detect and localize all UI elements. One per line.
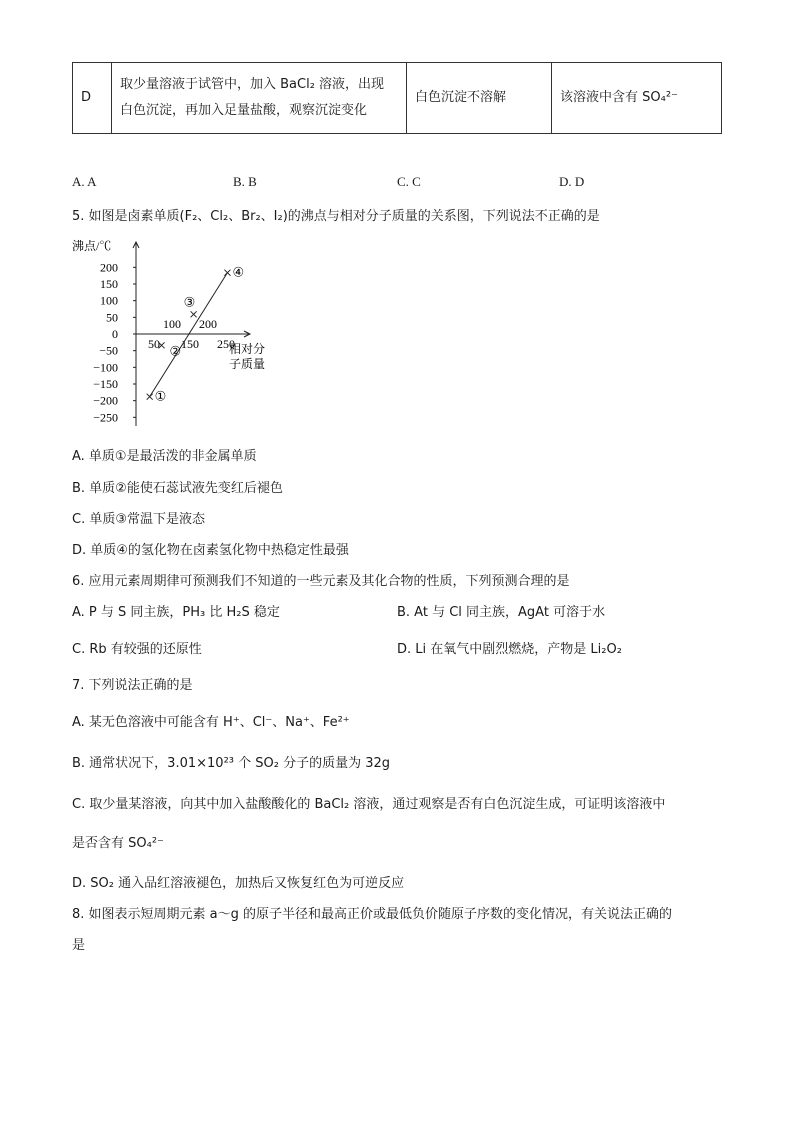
question-6-stem: 6. 应用元素周期律可预测我们不知道的一些元素及其化合物的性质，下列预测合理的是 [72, 574, 570, 589]
option-d[interactable]: D. D [559, 174, 585, 189]
q6-option-b[interactable]: B. At 与 Cl 同主族，AgAt 可溶于水 [397, 605, 606, 620]
data-point-marker [191, 311, 197, 317]
y-axis-label: 沸点/℃ [72, 239, 112, 253]
x-tick-label: 250 [217, 337, 235, 351]
x-tick-label: 200 [199, 317, 217, 331]
y-tick-label: 0 [112, 327, 118, 341]
q6-option-c[interactable]: C. Rb 有较强的还原性 [72, 642, 202, 657]
q7-option-b[interactable]: B. 通常状况下，3.01×10²³ 个 SO₂ 分子的质量为 32g [72, 756, 391, 771]
x-axis-label-line-1: 相对分 [229, 342, 266, 356]
option-a[interactable]: A. A [72, 174, 97, 189]
option-b[interactable]: B. B [233, 174, 257, 189]
y-tick-label: 100 [100, 293, 118, 308]
table-row [73, 63, 722, 134]
data-point-label: ① [154, 388, 167, 404]
data-point-marker [224, 270, 230, 276]
q5-option-d[interactable]: D. 单质④的氢化物在卤素氢化物中热稳定性最强 [72, 543, 349, 558]
y-tick-label: −200 [93, 393, 118, 408]
operation-line-1: 取少量溶液于试管中，加入 BaCl₂ 溶液，出现 [120, 77, 385, 92]
y-tick-label: −150 [93, 377, 118, 391]
phenomenon-cell: 白色沉淀不溶解 [407, 63, 552, 134]
y-tick-label: −100 [93, 360, 118, 375]
x-tick-label: 100 [163, 317, 181, 331]
q6-option-d[interactable]: D. Li 在氧气中剧烈燃烧，产物是 Li₂O₂ [397, 642, 622, 657]
y-tick-label: 150 [100, 277, 118, 291]
question-5-stem: 5. 如图是卤素单质(F₂、Cl₂、Br₂、I₂)的沸点与相对分子质量的关系图，下列说法不正确的是 [72, 209, 600, 224]
x-tick-label: 150 [181, 337, 199, 351]
conclusion-cell: 该溶液中含有 SO₄²⁻ [552, 63, 722, 134]
boiling-point-chart [72, 234, 302, 430]
q6-option-a[interactable]: A. P 与 S 同主族，PH₃ 比 H₂S 稳定 [72, 605, 280, 620]
data-point-label: ③ [183, 294, 196, 310]
row-label: D [73, 63, 112, 134]
q5-option-c[interactable]: C. 单质③常温下是液态 [72, 512, 205, 527]
question-7-stem: 7. 下列说法正确的是 [72, 678, 193, 693]
y-tick-label: 200 [100, 260, 118, 275]
x-axis-label-line-2: 子质量 [229, 357, 266, 371]
y-tick-label: 50 [106, 310, 118, 325]
question-8-stem-line-2: 是 [72, 938, 86, 953]
q7-option-d[interactable]: D. SO₂ 通入品红溶液褪色，加热后又恢复红色为可逆反应 [72, 876, 405, 891]
q7-option-a[interactable]: A. 某无色溶液中可能含有 H⁺、Cl⁻、Na⁺、Fe²⁺ [72, 715, 350, 730]
q7-option-c-line-1[interactable]: C. 取少量某溶液，向其中加入盐酸酸化的 BaCl₂ 溶液，通过观察是否有白色沉淀生成，可证明该溶液中 [72, 797, 666, 812]
x-tick-label: 50 [148, 337, 160, 351]
y-tick-label: −50 [99, 343, 118, 358]
data-point-marker [147, 394, 153, 400]
question-8-stem-line-1: 8. 如图表示短周期元素 a～g 的原子半径和最高正价或最低负价随原子序数的变化情况，有关说法正确的 [72, 907, 673, 922]
q5-option-a[interactable]: A. 单质①是最活泼的非金属单质 [72, 449, 257, 464]
operation-cell [112, 63, 407, 134]
option-c[interactable]: C. C [397, 174, 421, 189]
q5-option-b[interactable]: B. 单质②能使石蕊试液先变红后褪色 [72, 481, 283, 496]
y-tick-labels [93, 260, 136, 424]
previous-question-table [72, 62, 722, 134]
operation-line-2: 白色沉淀，再加入足量盐酸，观察沉淀变化 [120, 103, 368, 118]
y-tick-label: −250 [93, 410, 118, 425]
q7-option-c-line-2: 是否含有 SO₄²⁻ [72, 836, 164, 851]
data-point-label: ② [169, 343, 182, 359]
data-point-label: ④ [232, 264, 245, 280]
trend-line [150, 273, 228, 397]
